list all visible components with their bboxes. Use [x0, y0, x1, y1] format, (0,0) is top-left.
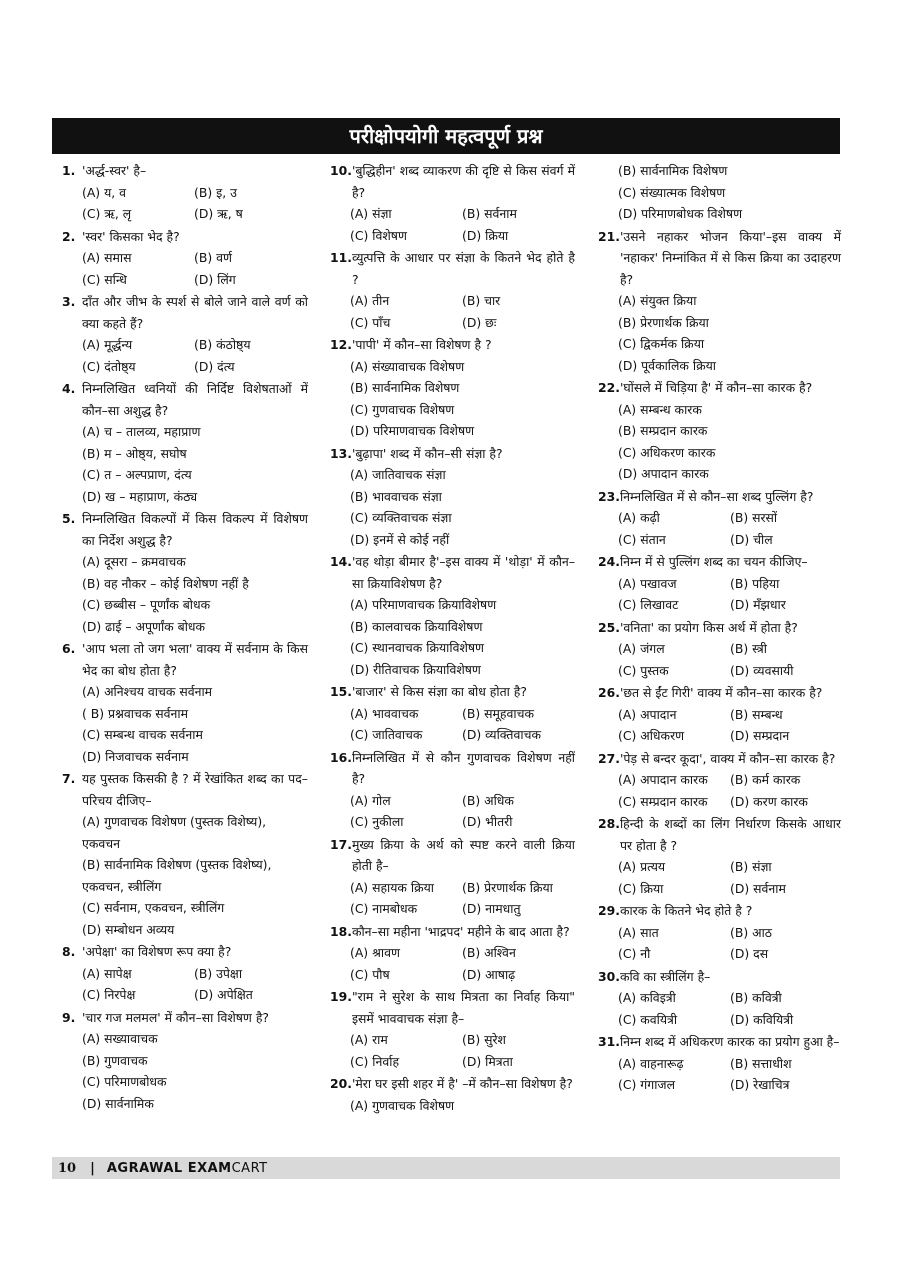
answer-option: (C) जातिवाचक — [350, 727, 423, 742]
answer-option: (C) दंतोष्ठ्य — [82, 358, 136, 374]
question-number: 4. — [62, 381, 76, 396]
question-item — [330, 921, 575, 986]
answer-option: (B) सरसों — [730, 510, 778, 525]
answer-option: (B) कर्म कारक — [730, 772, 801, 787]
question-number: 10. — [330, 163, 352, 178]
question-number: 25. — [598, 619, 620, 635]
question-column-2 — [330, 160, 575, 1117]
question-number: 26. — [598, 685, 620, 700]
question-number: 15. — [330, 684, 352, 699]
question-item — [598, 617, 841, 682]
answer-option: (A) राम — [350, 1032, 388, 1047]
question-text: कौन–सा महीना 'भाद्रपद' महीने के बाद आता है? — [351, 923, 570, 939]
question-item — [598, 966, 841, 1031]
answer-option: (C) निर्वाह — [350, 1053, 400, 1069]
answer-option: (D) सार्वनामिक — [82, 1095, 154, 1111]
question-text: 'अर्द्ध-स्वर' है– — [82, 163, 147, 178]
answer-option: (D) व्यवसायी — [730, 662, 794, 678]
question-text: 'बुढ़ापा' शब्द में कौन–सी संज्ञा है? — [351, 445, 503, 461]
answer-option: (C) नामबोधक — [350, 901, 418, 916]
answer-option: (B) सार्वनामिक विशेषण — [618, 163, 728, 178]
answer-option: (B) पहिया — [730, 575, 780, 591]
question-item — [330, 247, 575, 333]
answer-option: (A) प्रत्यय — [618, 859, 666, 874]
question-text: "राम ने सुरेश के साथ मित्रता का निर्वाह किया" इसमें भाववाचक संज्ञा है– — [351, 989, 575, 1026]
answer-option: (A) वाहनारूढ़ — [618, 1055, 684, 1071]
question-item — [62, 160, 308, 225]
answer-option: (C) स्थानवाचक क्रियाविशेषण — [350, 640, 485, 655]
answer-option: (D) कवियित्री — [730, 1011, 794, 1027]
answer-option: (B) कंठोष्ठ्य — [194, 337, 251, 352]
answer-option: (A) सम्बन्ध कारक — [618, 401, 702, 417]
answer-option: (B) अश्विन — [462, 945, 516, 960]
question-text: 'उसने नहाकर भोजन किया'–इस वाक्य में 'नहाकर' निम्नांकित में से किस क्रिया का उदाहरण है? — [619, 228, 841, 287]
answer-option: (A) संख्यावाचक विशेषण — [350, 358, 465, 374]
answer-option: (A) जंगल — [618, 641, 665, 656]
answer-option: (B) प्रेरणार्थक क्रिया — [462, 879, 553, 895]
answer-option: (D) दस — [730, 946, 769, 961]
answer-option: (C) लिखावट — [618, 597, 679, 612]
question-item — [62, 378, 308, 507]
question-item — [330, 986, 575, 1072]
answer-option: (D) रेखाचित्र — [730, 1077, 790, 1092]
answer-option: (C) सम्बन्ध वाचक सर्वनाम — [82, 727, 203, 742]
question-text: निम्नलिखित विकल्पों में किस विकल्प में विशेषण का निर्देश अशुद्ध है? — [82, 511, 308, 548]
answer-option: (B) भाववाचक संज्ञा — [350, 488, 442, 504]
answer-option: (D) सम्प्रदान — [730, 728, 790, 743]
question-number: 2. — [62, 228, 76, 244]
answer-option: (A) अपादान — [618, 706, 677, 722]
answer-option: (C) कवयित्री — [618, 1011, 678, 1027]
answer-option: (B) सम्प्रदान कारक — [618, 423, 708, 438]
answer-option: (B) आठ — [730, 924, 772, 940]
answer-option: (C) गुणवाचक विशेषण — [350, 401, 455, 417]
question-item — [62, 508, 308, 637]
answer-option: (B) सर्वनाम — [462, 206, 517, 221]
answer-option: (D) नामधातु — [462, 901, 521, 916]
answer-option: (D) व्यक्तिवाचक — [462, 727, 541, 742]
question-item — [598, 160, 841, 225]
footer-separator: | — [90, 1160, 95, 1176]
question-column-3 — [598, 160, 841, 1097]
question-number: 22. — [598, 380, 620, 395]
answer-option: (C) सर्वनाम, एकवचन, स्त्रीलिंग — [82, 900, 225, 915]
answer-option: (C) पुस्तक — [618, 662, 669, 678]
answer-option: (C) सम्प्रदान कारक — [618, 793, 708, 809]
answer-option: (D) निजवाचक सर्वनाम — [82, 748, 189, 764]
question-number: 11. — [330, 250, 352, 265]
question-text: व्युत्पत्ति के आधार पर संज्ञा के कितने भेद होते है ? — [351, 250, 575, 287]
answer-option: (D) लिंग — [194, 271, 236, 287]
answer-option: (A) कढ़ी — [618, 510, 660, 525]
answer-option: (A) संज्ञा — [350, 206, 392, 221]
question-text: 'पापी' में कौन–सा विशेषण है ? — [351, 337, 492, 352]
page-title: परीक्षोपयोगी महत्वपूर्ण प्रश्न — [52, 118, 840, 154]
answer-option: (B) सार्वनामिक विशेषण (पुस्तक विशेष्य), — [82, 857, 272, 872]
answer-option: (D) क्रिया — [462, 227, 509, 243]
question-number: 30. — [598, 968, 620, 984]
answer-option: (A) गुणवाचक विशेषण — [350, 1097, 455, 1113]
answer-option: (D) भीतरी — [462, 814, 513, 829]
question-number: 19. — [330, 989, 352, 1004]
question-text: निम्न में से पुल्लिंग शब्द का चयन कीजिए– — [619, 554, 808, 569]
question-item — [598, 226, 841, 377]
answer-option: (C) त – अल्पप्राण, दंत्य — [82, 467, 192, 482]
question-item — [598, 900, 841, 965]
question-text: 'आप भला तो जग भला' वाक्य में सर्वनाम के किस भेद का बोध होता है? — [82, 641, 308, 678]
answer-option: (B) अधिक — [462, 792, 514, 808]
question-text: 'मेरा घर इसी शहर में है' –में कौन–सा विशेषण है? — [351, 1076, 573, 1091]
answer-option: (D) सर्वनाम — [730, 880, 786, 896]
question-number: 23. — [598, 488, 620, 504]
answer-option: (D) चील — [730, 531, 773, 547]
question-text: निम्न शब्द में अधिकरण कारक का प्रयोग हुआ है– — [619, 1034, 840, 1049]
question-number: 24. — [598, 554, 620, 569]
answer-option: (B) चार — [462, 293, 501, 308]
answer-option: एकवचन — [82, 835, 121, 851]
answer-option: (B) कालवाचक क्रियाविशेषण — [350, 618, 483, 634]
question-item — [330, 834, 575, 920]
question-item — [330, 681, 575, 746]
question-text: 'स्वर' किसका भेद है? — [82, 228, 180, 244]
question-number: 29. — [598, 903, 620, 918]
question-number: 5. — [62, 511, 76, 526]
answer-option: (A) तीन — [350, 293, 390, 308]
question-item — [598, 377, 841, 485]
answer-option: (D) आषाढ़ — [462, 966, 516, 982]
question-number: 20. — [330, 1076, 352, 1091]
answer-option: (A) जातिवाचक संज्ञा — [350, 467, 446, 482]
question-number: 14. — [330, 554, 352, 569]
answer-option: (C) द्विकर्मक क्रिया — [618, 336, 705, 351]
question-text: 'घोंसले में चिड़िया है' में कौन–सा कारक है? — [619, 380, 813, 395]
answer-option: (B) वर्ण — [194, 250, 232, 265]
question-text: 'पेड़ से बन्दर कूदा', वाक्य में कौन–सा कारक है? — [619, 750, 836, 766]
answer-option: (D) रीतिवाचक क्रियाविशेषण — [350, 661, 481, 677]
answer-option: (B) वह नौकर – कोई विशेषण नहीं है — [82, 575, 249, 591]
answer-option: (A) सात — [618, 924, 659, 940]
answer-option: (C) नौ — [618, 946, 651, 961]
question-number: 3. — [62, 294, 76, 309]
answer-option: (D) परिमाणबोधक विशेषण — [618, 206, 743, 221]
answer-option: (A) सापेक्ष — [82, 965, 132, 981]
answer-option: (C) नुकीला — [350, 814, 404, 829]
page-number: 10 — [58, 1160, 77, 1176]
question-text: हिन्दी के शब्दों का लिंग निर्धारण किसके आधार पर होता है ? — [619, 816, 841, 853]
answer-option: (A) अनिश्चय वाचक सर्वनाम — [82, 684, 213, 699]
answer-option: (A) गोल — [350, 792, 391, 808]
answer-option: (B) सुरेश — [462, 1032, 506, 1047]
answer-option: (A) भाववाचक — [350, 705, 419, 721]
answer-option: (A) संयुक्त क्रिया — [618, 293, 697, 308]
answer-option: (A) सहायक क्रिया — [350, 879, 435, 895]
question-text: 'बुद्धिहीन' शब्द व्याकरण की दृष्टि से किस संवर्ग में है? — [351, 163, 575, 200]
answer-option: (A) मूर्द्धन्य — [82, 337, 133, 352]
answer-option: (C) व्यक्तिवाचक संज्ञा — [350, 510, 452, 525]
page-footer — [52, 1157, 840, 1179]
question-number: 21. — [598, 228, 620, 244]
question-text: 'वनिता' का प्रयोग किस अर्थ में होता है? — [619, 619, 798, 635]
answer-option: ( B) प्रश्नवाचक सर्वनाम — [82, 705, 189, 721]
answer-option: (D) पूर्वकालिक क्रिया — [618, 357, 716, 373]
question-item — [62, 941, 308, 1006]
question-item — [330, 747, 575, 833]
question-text: निम्नलिखित में से कौन–सा शब्द पुल्लिंग है? — [619, 488, 814, 504]
answer-option: (D) ऋ, ष — [194, 206, 243, 221]
answer-option: (C) विशेषण — [350, 227, 407, 243]
answer-option: (C) संख्यात्मक विशेषण — [618, 184, 726, 200]
question-item — [598, 551, 841, 616]
question-number: 18. — [330, 923, 352, 939]
answer-option: (A) गुणवाचक विशेषण (पुस्तक विशेष्य), — [82, 814, 267, 829]
answer-option: (D) छः — [462, 314, 497, 330]
question-number: 12. — [330, 337, 352, 352]
question-text: दाँत और जीभ के स्पर्श से बोले जाने वाले वर्ण को क्या कहते हैं? — [82, 294, 308, 331]
answer-option: (D) परिमाणवाचक विशेषण — [350, 423, 475, 438]
question-number: 31. — [598, 1034, 620, 1049]
brand-logo: AGRAWAL EXAMCART — [106, 1160, 268, 1176]
question-text: 'चार गज मलमल' में कौन–सा विशेषण है? — [82, 1009, 269, 1025]
answer-option: (B) प्रेरणार्थक क्रिया — [618, 314, 709, 330]
answer-option: (D) इनमें से कोई नहीं — [350, 531, 450, 547]
question-number: 27. — [598, 750, 620, 766]
answer-option: (D) करण कारक — [730, 793, 808, 809]
question-text: निम्नलिखित में से कौन गुणवाचक विशेषण नहीं है? — [351, 749, 575, 786]
question-number: 8. — [62, 944, 76, 959]
answer-option: (C) गंगाजल — [618, 1077, 676, 1092]
answer-option: (D) अपेक्षित — [194, 987, 253, 1002]
answer-option: (D) सम्बोधन अव्यय — [82, 921, 175, 937]
question-item — [598, 486, 841, 551]
question-item — [330, 551, 575, 680]
question-text: 'छत से ईंट गिरी' वाक्य में कौन–सा कारक है? — [619, 685, 823, 700]
question-item — [330, 334, 575, 442]
question-text: मुख्य क्रिया के अर्थ को स्पष्ट करने वाली क्रिया होती है– — [351, 836, 575, 873]
answer-option: (C) ऋ, लृ — [82, 206, 132, 221]
question-item — [598, 682, 841, 747]
answer-option: एकवचन, स्त्रीलिंग — [82, 878, 162, 894]
question-number: 28. — [598, 816, 620, 831]
answer-option: (D) ढाई – अपूर्णांक बोधक — [82, 618, 206, 634]
answer-option: (B) उपेक्षा — [194, 965, 243, 981]
answer-option: (A) दूसरा – क्रमवाचक — [82, 554, 186, 569]
question-number: 16. — [330, 749, 352, 765]
answer-option: (B) सार्वनामिक विशेषण — [350, 380, 460, 395]
answer-option: (C) परिमाणबोधक — [82, 1074, 167, 1089]
question-text: 'बाजार' से किस संज्ञा का बोध होता है? — [351, 684, 527, 699]
question-text: यह पुस्तक किसकी है ? में रेखांकित शब्द का पद–परिचय दीजिए– — [82, 771, 308, 808]
answer-option: (A) पखावज — [618, 575, 677, 591]
answer-option: (C) पाँच — [350, 314, 391, 330]
question-number: 17. — [330, 836, 352, 852]
answer-option: (A) सख्यावाचक — [82, 1031, 158, 1046]
answer-option: (C) छब्बीस – पूर्णांक बोधक — [82, 597, 211, 612]
question-item — [598, 748, 841, 813]
question-text: 'अपेक्षा' का विशेषण रूप क्या है? — [82, 944, 232, 959]
answer-option: (B) कवित्री — [730, 990, 782, 1005]
question-text: 'वह थोड़ा बीमार है'–इस वाक्य में 'थोड़ा' में कौन–सा क्रियाविशेषण है? — [351, 554, 575, 591]
answer-option: (B) इ, उ — [194, 184, 237, 200]
answer-option: (A) अपादान कारक — [618, 772, 708, 787]
answer-option: (A) कविइत्री — [618, 990, 676, 1005]
answer-option: (B) गुणवाचक — [82, 1052, 148, 1068]
question-column-1 — [62, 160, 308, 1115]
question-item — [330, 160, 575, 246]
question-text: निम्नलिखित ध्वनियों की निर्दिष्ट विशेषताओं में कौन–सा अशुद्ध है? — [82, 381, 308, 418]
answer-option: (D) मित्रता — [462, 1053, 513, 1069]
question-item — [62, 226, 308, 291]
question-number: 6. — [62, 641, 76, 656]
question-item — [62, 638, 308, 767]
answer-option: (B) सत्ताधीश — [730, 1055, 792, 1071]
question-item — [62, 291, 308, 377]
answer-option: (A) श्रावण — [350, 945, 400, 960]
answer-option: (D) मँझधार — [730, 597, 786, 612]
answer-option: (D) अपादान कारक — [618, 466, 709, 481]
answer-option: (C) निरपेक्ष — [82, 987, 136, 1002]
answer-option: (B) म – ओष्ठ्य, सघोष — [82, 445, 187, 461]
question-number: 9. — [62, 1009, 76, 1025]
answer-option: (C) सन्धि — [82, 271, 127, 287]
answer-option: (A) च – तालव्य, महाप्राण — [82, 424, 201, 439]
answer-option: (D) दंत्य — [194, 358, 235, 374]
answer-option: (A) समास — [82, 250, 132, 265]
answer-option: (D) ख – महाप्राण, कंठ्य — [82, 488, 198, 504]
question-item — [330, 1073, 575, 1116]
question-item — [62, 1007, 308, 1115]
question-text: कवि का स्त्रीलिंग है– — [619, 968, 711, 984]
answer-option: (C) अधिकरण — [618, 728, 685, 743]
answer-option: (C) पौष — [350, 966, 390, 982]
question-item — [62, 768, 308, 940]
question-text: कारक के कितने भेद होते है ? — [619, 903, 753, 918]
question-item — [598, 1031, 841, 1096]
answer-option: (B) स्त्री — [730, 641, 767, 656]
question-number: 13. — [330, 445, 352, 461]
answer-option: (A) य, व — [82, 184, 127, 200]
question-number: 1. — [62, 163, 76, 178]
question-item — [330, 443, 575, 551]
question-number: 7. — [62, 771, 76, 786]
answer-option: (A) परिमाणवाचक क्रियाविशेषण — [350, 597, 497, 612]
answer-option: (B) संज्ञा — [730, 859, 772, 874]
answer-option: (C) संतान — [618, 531, 666, 547]
answer-option: (C) क्रिया — [618, 880, 664, 896]
answer-option: (B) समूहवाचक — [462, 705, 534, 721]
answer-option: (C) अधिकरण कारक — [618, 444, 716, 460]
question-item — [598, 813, 841, 899]
answer-option: (B) सम्बन्ध — [730, 706, 783, 722]
